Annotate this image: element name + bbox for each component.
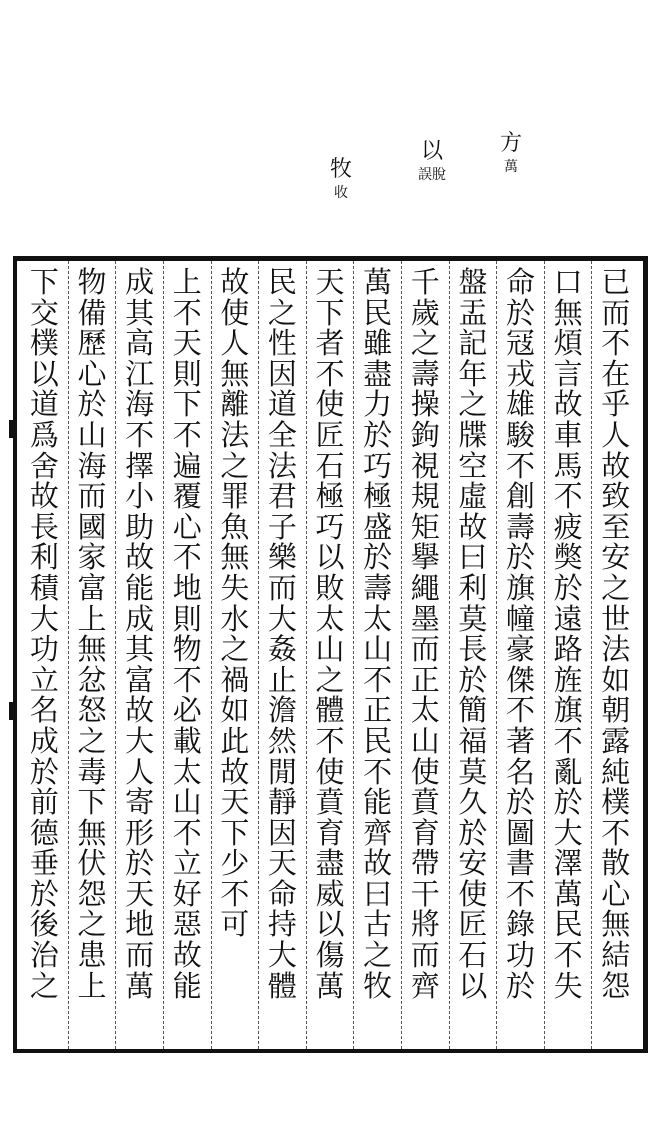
note-2-small: 誤脫 [418,167,446,183]
note-1-small: 萬 [504,159,518,175]
note-1-main: 方 [500,131,523,156]
note-3-main: 牧 [330,157,353,182]
text-column: 成 其 高 江 海 不 擇 小 助 故 能 成 其 富 故 大 人 寄 形 於 天 地 而 萬 [115,261,163,1049]
text-column: 千 歲 之 壽 操 鉤 視 規 矩 擧 繩 墨 而 正 太 山 使 賁 育 帶 干 將 而 齊 [401,261,449,1049]
note-3-small: 收 [334,185,348,201]
note-2-main: 以 [420,139,443,164]
text-column: 物 備 歷 心 於 山 海 而 國 家 富 上 無 忿 怒 之 毒 下 無 伏 怨 之 患 上 [68,261,116,1049]
text-column: 民 之 性 因 道 全 法 君 子 樂 而 大 姦 止 澹 然 閒 靜 因 天 命 持 大 體 [258,261,306,1049]
note-3 [330,156,352,202]
text-column: 上 不 天 則 下 不 遍 覆 心 不 地 則 物 不 必 載 太 山 不 立 好 惡 故 能 [163,261,211,1049]
text-column: 已 而 不 在 乎 人 故 致 至 安 之 世 法 如 朝 露 純 樸 不 散 心 無 結 怨 [591,261,639,1049]
note-2 [418,138,446,184]
text-column: 下 交 樸 以 道 爲 舍 故 長 利 積 大 功 立 名 成 於 前 德 垂 於 後 治 之 [29,265,59,1003]
text-column: 天 下 者 不 使 匠 石 極 巧 以 敗 太 山 之 體 不 使 賁 育 盡 威 以 傷 萬 [306,261,354,1049]
text-column: 口 無 煩 言 故 車 馬 不 疲 獘 於 遠 路 旌 旗 不 亂 於 大 澤 萬 民 不 失 [544,261,592,1049]
text-column: 萬 民 雖 盡 力 於 巧 極 盛 於 壽 太 山 不 正 民 不 能 齊 故 曰 古 之 牧 [353,261,401,1049]
marginal-notes [300,130,560,240]
text-column: 盤 盂 記 年 之 牒 空 虛 故 曰 利 莫 長 於 簡 福 莫 久 於 安 使 匠 石 以 [449,261,497,1049]
text-columns [21,261,639,1049]
text-column: 故 使 人 無 離 法 之 罪 魚 無 失 水 之 禍 如 此 故 天 下 少 不 可 [211,261,259,1049]
text-frame [13,256,648,1053]
note-1 [500,130,522,176]
text-column: 命 於 冦 戎 雄 駿 不 創 壽 於 旗 幢 豪 傑 不 著 名 於 圖 書 不 錄 功 於 [496,261,544,1049]
